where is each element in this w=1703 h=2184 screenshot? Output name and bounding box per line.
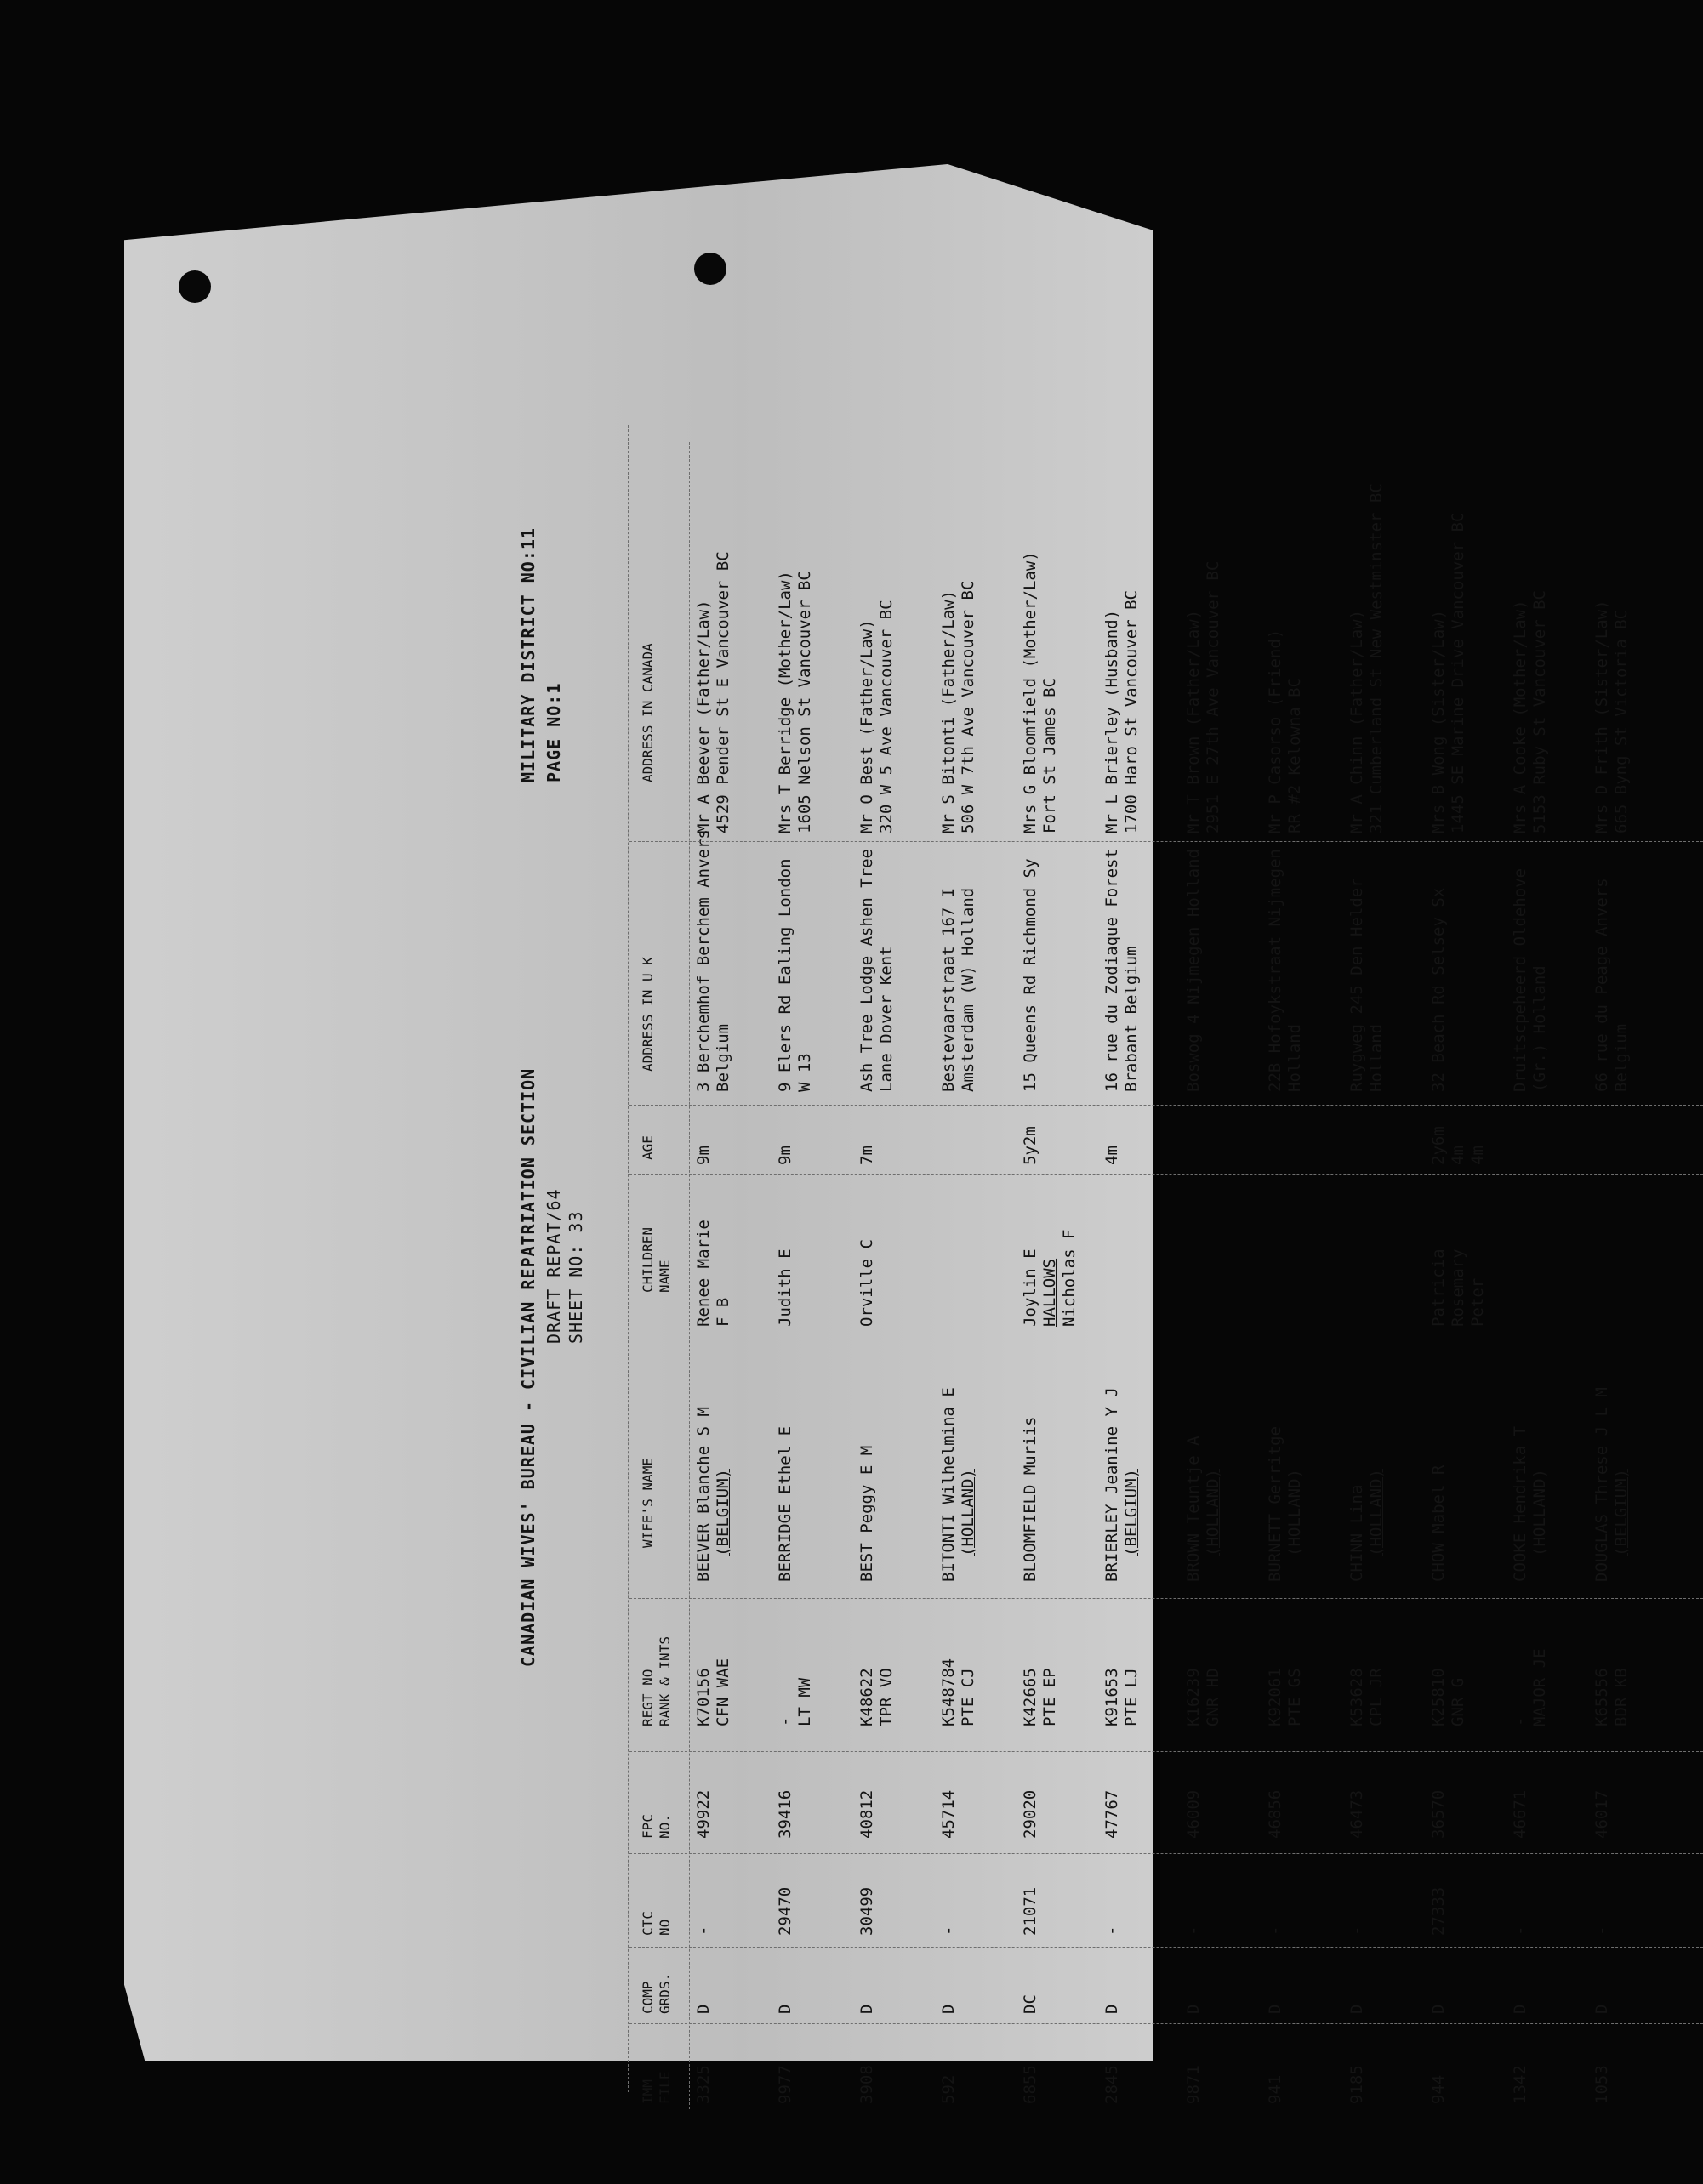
- address-uk-cell-line: W 13: [795, 1053, 814, 1092]
- address-canada-cell: [1184, 561, 1223, 833]
- fpc-no-cell: 46009: [1184, 1789, 1203, 1839]
- address-uk-cell-line: 16 rue du Zodiaque Forest: [1102, 849, 1121, 1092]
- wife-name: CHOW Mabel R: [1429, 1465, 1448, 1582]
- address-canada-cell-line: Mr L Brierley (Husband): [1102, 609, 1121, 833]
- address-canada-cell-line: 4529 Pender St E Vancouver BC: [714, 551, 732, 833]
- address-canada-cell-line: Mr P Casorso (Friend): [1266, 628, 1284, 833]
- regt-number: K42665: [1021, 1668, 1039, 1726]
- comp-grds-cell: D: [1592, 2004, 1611, 2014]
- children-name-cell-line: Peter: [1468, 1277, 1487, 1327]
- ctc-no-cell: -: [694, 1925, 713, 1936]
- address-uk-cell: [1102, 849, 1142, 1092]
- column-rule: [629, 1174, 1703, 1175]
- address-canada-cell-line: Fort St James BC: [1040, 677, 1059, 833]
- address-canada-cell: [776, 571, 815, 833]
- address-uk-cell-line: Holland: [1367, 1023, 1386, 1092]
- address-uk-cell-line: Boswog 4 Nijmegen Holland: [1184, 849, 1203, 1092]
- address-uk-cell: [1021, 858, 1040, 1092]
- column-rule: [629, 2023, 1703, 2024]
- wife-name-cell: [1347, 1469, 1387, 1582]
- children-name-cell-line: Patricia: [1429, 1248, 1448, 1327]
- age-cell: [1102, 1146, 1122, 1165]
- rank-initials: TPR VO: [877, 1668, 896, 1726]
- age-cell-line: 5y2m: [1021, 1126, 1039, 1165]
- address-canada-cell: [694, 551, 733, 833]
- origin-country: (HOLLAND): [959, 1469, 977, 1556]
- ctc-no-cell: 29470: [776, 1886, 795, 1936]
- address-canada-cell: [1347, 483, 1387, 833]
- regt-no-cell: [694, 1658, 733, 1726]
- rank-initials: PTE CJ: [959, 1668, 977, 1726]
- column-rule: [629, 1853, 1703, 1854]
- wife-name: DOUGLAS Threse J L M: [1592, 1387, 1611, 1582]
- imm-file-cell: 9185: [1347, 2065, 1366, 2104]
- comp-grds-cell: D: [939, 2004, 958, 2014]
- address-canada-cell: [1266, 629, 1305, 833]
- fpc-no-cell: 46856: [1266, 1789, 1284, 1839]
- children-name-cell-line: HALLOWS: [1040, 1258, 1059, 1327]
- address-uk-cell: [939, 888, 978, 1092]
- rotated-document-content: [119, 323, 1650, 2109]
- col-header-address-canada: ADDRESS IN CANADA: [640, 643, 656, 782]
- imm-file-cell: 1342: [1511, 2065, 1529, 2104]
- imm-file-cell: 2845: [1102, 2065, 1121, 2104]
- col-header-fpc-no: FPC NO.: [640, 1814, 673, 1839]
- wife-name-cell: [1184, 1436, 1223, 1582]
- address-uk-cell-line: 22B Hofoykstraat Nijmegen: [1266, 849, 1284, 1092]
- rank-initials: CPL JR: [1367, 1668, 1386, 1726]
- address-canada-cell: [939, 581, 978, 833]
- col-header-imm-file: IMM FILE: [640, 2071, 673, 2104]
- address-uk-cell-line: 3 Berchemhof Berchem Anvers: [694, 829, 713, 1092]
- col-header-comp-grds: COMP GRDS.: [640, 1972, 673, 2014]
- children-name-cell-line: F B: [714, 1297, 732, 1327]
- age-cell: [694, 1146, 714, 1165]
- column-rule: [629, 1751, 1703, 1752]
- children-name-cell-line: Orville C: [857, 1239, 876, 1327]
- age-cell-line: 4m: [1102, 1146, 1121, 1165]
- imm-file-cell: 3908: [857, 2065, 876, 2104]
- address-canada-cell-line: 1605 Nelson St Vancouver BC: [795, 571, 814, 833]
- wife-name-cell: [776, 1426, 795, 1582]
- regt-number: K53628: [1347, 1668, 1366, 1726]
- wife-name-cell: [939, 1387, 978, 1582]
- regt-no-cell: [939, 1658, 978, 1726]
- comp-grds-cell: D: [1429, 2004, 1448, 2014]
- wife-name-cell: [1429, 1465, 1449, 1582]
- address-uk-cell-line: 32 Beach Rd Selsey Sx: [1429, 887, 1448, 1092]
- ctc-no-cell: -: [1347, 1925, 1366, 1936]
- address-canada-cell-line: Mr T Brown (Father/Law): [1184, 609, 1203, 833]
- wife-name: BLOOMFIELD Muriis: [1021, 1416, 1039, 1582]
- children-name-cell-line: Nicholas F: [1060, 1229, 1079, 1327]
- address-canada-cell-line: 665 Byng St Victoria BC: [1612, 609, 1631, 833]
- rank-initials: BDR KB: [1612, 1668, 1631, 1726]
- column-rule: [629, 841, 1703, 842]
- imm-file-cell: 592: [939, 2074, 958, 2104]
- fpc-no-cell: 45714: [939, 1789, 958, 1839]
- regt-number: K16239: [1184, 1668, 1203, 1726]
- page-number: PAGE NO:1: [544, 682, 564, 782]
- fpc-no-cell: 36570: [1429, 1789, 1448, 1839]
- imm-file-cell: 9977: [776, 2065, 795, 2104]
- col-header-regt-rank: REGT NO RANK & INTS: [640, 1636, 673, 1726]
- wife-name: CHINN Lina: [1347, 1484, 1366, 1582]
- address-canada-cell-line: Mrs B Wong (Sister/Law): [1429, 609, 1448, 833]
- origin-country: (BELGIUM): [1122, 1469, 1141, 1556]
- origin-country: (BELGIUM): [1612, 1469, 1631, 1556]
- wife-name: BEEVER Blanche S M: [694, 1407, 713, 1582]
- wife-name: BITONTI Wilhelmina E: [939, 1387, 958, 1582]
- address-canada-cell-line: 2951 E 27th Ave Vancouver BC: [1204, 560, 1222, 833]
- children-name-cell-line: Judith E: [776, 1248, 795, 1327]
- ctc-no-cell: 21071: [1021, 1886, 1039, 1936]
- military-district: MILITARY DISTRICT NO:11: [518, 527, 538, 782]
- address-uk-cell: [1184, 849, 1204, 1092]
- address-uk-cell: [1592, 878, 1632, 1092]
- regt-number: K70156: [694, 1668, 713, 1726]
- address-canada-cell-line: Mr O Best (Father/Law): [857, 619, 876, 833]
- wife-name: BERRIDGE Ethel E: [776, 1425, 795, 1582]
- comp-grds-cell: D: [1511, 2004, 1529, 2014]
- origin-country: (HOLLAND): [1367, 1469, 1386, 1556]
- comp-grds-cell: D: [694, 2004, 713, 2014]
- fpc-no-cell: 46671: [1511, 1789, 1529, 1839]
- ctc-no-cell: -: [1184, 1925, 1203, 1936]
- address-uk-cell-line: Lane Dover Kent: [877, 946, 896, 1092]
- ctc-no-cell: -: [1511, 1925, 1529, 1936]
- address-canada-cell-line: 5153 Ruby St Vancouver BC: [1530, 590, 1549, 833]
- wife-name-cell: [1511, 1426, 1550, 1582]
- header-rule: [689, 442, 690, 2109]
- address-uk-cell: [1429, 888, 1449, 1092]
- address-uk-cell-line: Amsterdam (W) Holland: [959, 887, 977, 1092]
- address-uk-cell-line: 9 Elers Rd Ealing London: [776, 858, 795, 1092]
- regt-no-cell: [1021, 1668, 1060, 1726]
- fpc-no-cell: 46017: [1592, 1789, 1611, 1839]
- regt-no-cell: [1102, 1668, 1142, 1726]
- draft-number: DRAFT REPAT/64: [544, 1188, 564, 1344]
- ctc-no-cell: -: [1592, 1925, 1611, 1936]
- regt-no-cell: [1511, 1648, 1550, 1726]
- address-uk-cell: [776, 858, 815, 1092]
- children-name-cell: [1429, 1248, 1488, 1327]
- origin-country: (HOLLAND): [1285, 1469, 1304, 1556]
- address-canada-cell-line: Mrs T Berridge (Mother/Law): [776, 571, 795, 833]
- address-uk-cell-line: Druitscpeheerd Oldehove: [1511, 867, 1529, 1092]
- ctc-no-cell: -: [1266, 1925, 1284, 1936]
- address-canada-cell-line: 1445 SE Marine Drive Vancouver BC: [1449, 512, 1467, 833]
- fpc-no-cell: 39416: [776, 1789, 795, 1839]
- comp-grds-cell: D: [1102, 2004, 1121, 2014]
- imm-file-cell: 9871: [1184, 2065, 1203, 2104]
- address-uk-cell-line: Belgium: [714, 1023, 732, 1092]
- address-uk-cell: [1347, 878, 1387, 1092]
- comp-grds-cell: D: [857, 2004, 876, 2014]
- address-canada-cell-line: Mrs A Cooke (Mother/Law): [1511, 600, 1529, 833]
- age-cell-line: 4m: [1449, 1146, 1467, 1165]
- sheet-number: SHEET NO: 33: [566, 1210, 586, 1344]
- rank-initials: PTE GS: [1285, 1668, 1304, 1726]
- address-uk-cell-line: Ruygweg 245 Den Helder: [1347, 878, 1366, 1092]
- address-canada-cell-line: Mr A Beever (Father/Law): [694, 600, 713, 833]
- rank-initials: MAJOR JE: [1530, 1648, 1549, 1726]
- address-canada-cell-line: 1700 Haro St Vancouver BC: [1122, 590, 1141, 833]
- regt-number: -: [1511, 1716, 1529, 1726]
- address-canada-cell-line: 321 Cumberland St New Westminster BC: [1367, 483, 1386, 833]
- address-canada-cell: [1429, 513, 1468, 834]
- col-header-age: AGE: [640, 1135, 656, 1160]
- wife-name-cell: [1021, 1417, 1040, 1582]
- wife-name: COOKE Hendrika T: [1511, 1425, 1529, 1582]
- address-uk-cell-line: 66 rue du Peage Anvers: [1592, 878, 1611, 1092]
- imm-file-cell: 941: [1266, 2074, 1284, 2104]
- regt-no-cell: [776, 1678, 815, 1726]
- fpc-no-cell: 49922: [694, 1789, 713, 1839]
- imm-file-cell: 1053: [1592, 2065, 1611, 2104]
- regt-number: K548784: [939, 1658, 958, 1726]
- address-uk-cell-line: Bestevaarstraat 167 I: [939, 887, 958, 1092]
- rank-initials: GNR HD: [1204, 1668, 1222, 1726]
- address-canada-cell-line: 506 W 7th Ave Vancouver BC: [959, 580, 977, 833]
- document-title: CANADIAN WIVES' BUREAU - CIVILIAN REPATRIATION SECTION: [518, 1067, 538, 1667]
- fpc-no-cell: 47767: [1102, 1789, 1121, 1839]
- address-canada-cell: [1592, 600, 1632, 833]
- regt-number: K25810: [1429, 1668, 1448, 1726]
- fpc-no-cell: 40812: [857, 1789, 876, 1839]
- address-canada-cell-line: Mrs D Frith (Sister/Law): [1592, 600, 1611, 833]
- address-canada-cell: [1102, 590, 1142, 833]
- regt-number: K65556: [1592, 1668, 1611, 1726]
- regt-number: K92061: [1266, 1668, 1284, 1726]
- rank-initials: PTE EP: [1040, 1668, 1059, 1726]
- ctc-no-cell: -: [939, 1925, 958, 1936]
- wife-name: BRIERLEY Jeanine Y J: [1102, 1387, 1121, 1582]
- regt-no-cell: [1592, 1668, 1632, 1726]
- column-rule: [629, 1598, 1703, 1599]
- wife-name-cell: [1102, 1387, 1142, 1582]
- address-uk-cell: [1511, 868, 1550, 1092]
- children-name-cell: [857, 1239, 877, 1327]
- age-cell-line: 4m: [1468, 1146, 1487, 1165]
- age-cell: [857, 1146, 877, 1165]
- address-uk-cell-line: (Gr.) Holland: [1530, 965, 1549, 1092]
- regt-number: -: [776, 1716, 795, 1726]
- imm-file-cell: 6855: [1021, 2065, 1039, 2104]
- origin-country: (BELGIUM): [714, 1469, 732, 1556]
- children-name-cell-line: Rosemary: [1449, 1248, 1467, 1327]
- rank-initials: GNR G: [1449, 1677, 1467, 1726]
- address-uk-cell-line: Ash Tree Lodge Ashen Tree: [857, 849, 876, 1092]
- address-uk-cell: [694, 829, 733, 1092]
- punch-hole: [179, 270, 211, 303]
- regt-no-cell: [857, 1668, 897, 1726]
- address-canada-cell-line: Mr A Chinn (Father/Law): [1347, 609, 1366, 833]
- age-cell: [776, 1146, 795, 1165]
- origin-country: (HOLLAND): [1204, 1469, 1222, 1556]
- rank-initials: CFN WAE: [714, 1658, 732, 1726]
- address-uk-cell-line: Belgium: [1612, 1023, 1631, 1092]
- address-canada-cell-line: Mrs G Bloomfield (Mother/Law): [1021, 551, 1039, 833]
- age-cell-line: 7m: [857, 1146, 876, 1165]
- regt-no-cell: [1266, 1668, 1305, 1726]
- comp-grds-cell: D: [1266, 2004, 1284, 2014]
- comp-grds-cell: D: [776, 2004, 795, 2014]
- address-canada-cell: [857, 600, 897, 833]
- address-canada-cell: [1511, 590, 1550, 833]
- regt-no-cell: [1429, 1668, 1468, 1726]
- regt-no-cell: [1347, 1668, 1387, 1726]
- wife-name-cell: [857, 1446, 877, 1582]
- address-uk-cell: [857, 849, 897, 1092]
- children-name-cell: [694, 1220, 733, 1327]
- age-cell-line: 9m: [776, 1146, 795, 1165]
- age-cell-line: 2y6m: [1429, 1126, 1448, 1165]
- column-rule: [629, 1105, 1703, 1106]
- wife-name-cell: [1592, 1387, 1632, 1582]
- age-cell: [1429, 1126, 1488, 1165]
- address-uk-cell: [1266, 849, 1305, 1092]
- age-cell-line: 9m: [694, 1146, 713, 1165]
- ctc-no-cell: 30499: [857, 1886, 876, 1936]
- address-canada-cell-line: Mr S Bitonti (Father/Law): [939, 590, 958, 833]
- wife-name-cell: [1266, 1426, 1305, 1582]
- children-name-cell-line: Joylin E: [1021, 1248, 1039, 1327]
- rank-initials: PTE LJ: [1122, 1668, 1141, 1726]
- fpc-no-cell: 29020: [1021, 1789, 1039, 1839]
- children-name-cell: [1021, 1230, 1079, 1327]
- wife-name: BEST Peggy E M: [857, 1445, 876, 1582]
- wife-name-cell: [694, 1407, 733, 1582]
- col-header-children-name: CHILDREN NAME: [640, 1226, 673, 1293]
- header-rule: [628, 425, 629, 2092]
- rank-initials: LT MW: [795, 1677, 814, 1726]
- children-name-cell: [776, 1248, 795, 1327]
- imm-file-cell: 944: [1429, 2074, 1448, 2104]
- address-uk-cell-line: Brabant Belgium: [1122, 946, 1141, 1092]
- col-header-ctc-no: CTC NO: [640, 1911, 673, 1936]
- regt-no-cell: [1184, 1668, 1223, 1726]
- address-uk-cell-line: 15 Queens Rd Richmond Sy: [1021, 858, 1039, 1092]
- regt-number: K48622: [857, 1668, 876, 1726]
- address-canada-cell: [1021, 551, 1060, 833]
- wife-name: BURNETT Gerritge: [1266, 1425, 1284, 1582]
- col-header-wifes-name: WIFE'S NAME: [640, 1458, 656, 1548]
- address-uk-cell-line: Holland: [1285, 1023, 1304, 1092]
- comp-grds-cell: D: [1347, 2004, 1366, 2014]
- comp-grds-cell: DC: [1021, 1994, 1039, 2014]
- col-header-address-uk: ADDRESS IN U K: [640, 957, 656, 1072]
- imm-file-cell: 3325: [694, 2065, 713, 2104]
- origin-country: (HOLLAND): [1530, 1469, 1549, 1556]
- wife-name: BROWN Teuntje A: [1184, 1436, 1203, 1582]
- age-cell: [1021, 1126, 1040, 1165]
- fpc-no-cell: 46473: [1347, 1789, 1366, 1839]
- ctc-no-cell: -: [1102, 1925, 1121, 1936]
- regt-number: K91653: [1102, 1668, 1121, 1726]
- column-rule: [629, 1947, 1703, 1948]
- address-canada-cell-line: RR #2 Kelowna BC: [1285, 677, 1304, 833]
- ctc-no-cell: 27333: [1429, 1886, 1448, 1936]
- children-name-cell-line: Renee Marie: [694, 1220, 713, 1327]
- address-canada-cell-line: 320 W 5 Ave Vancouver BC: [877, 600, 896, 833]
- table-row: [1592, 153, 1694, 2109]
- comp-grds-cell: D: [1184, 2004, 1203, 2014]
